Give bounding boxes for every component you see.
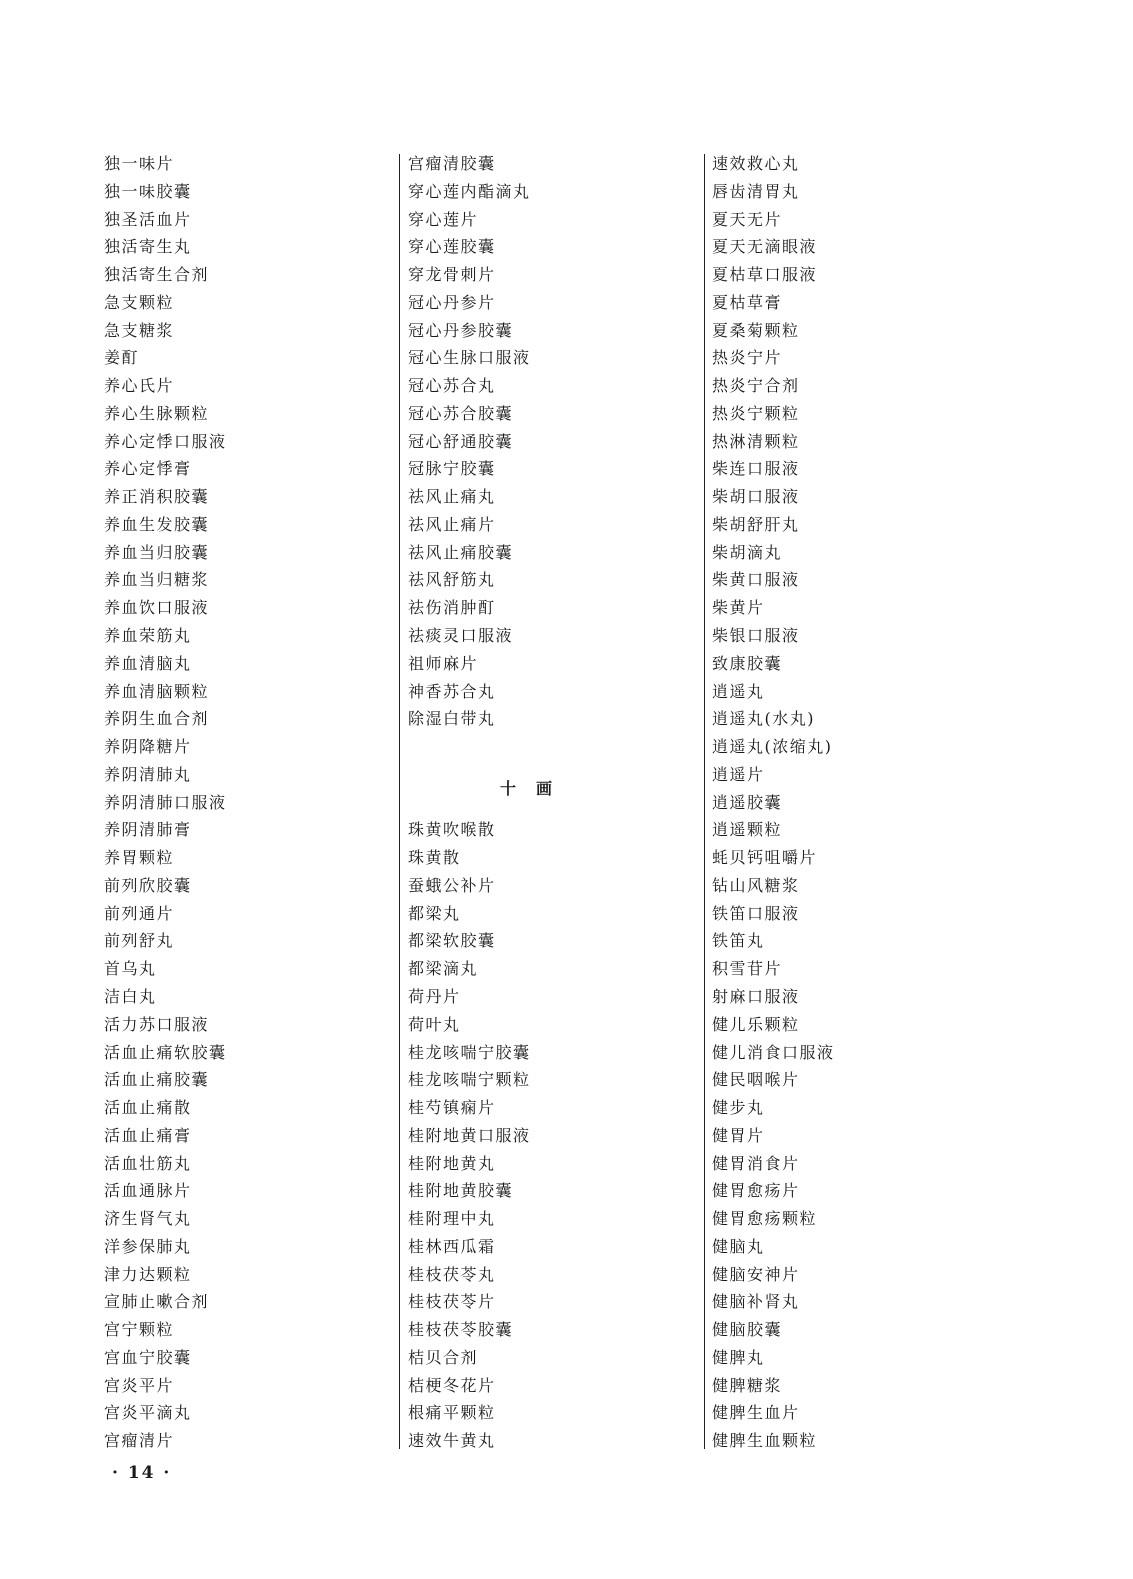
list-item: 祛风舒筋丸 [408, 570, 496, 590]
list-item: 都梁丸 [408, 903, 461, 923]
list-item: 活血通脉片 [104, 1181, 192, 1201]
list-item: 健民咽喉片 [712, 1070, 800, 1090]
list-item: 养阴清肺膏 [104, 820, 192, 840]
list-item: 养血当归糖浆 [104, 570, 210, 590]
list-item: 射麻口服液 [712, 986, 800, 1006]
list-item: 柴连口服液 [712, 459, 800, 479]
list-item: 根痛平颗粒 [408, 1403, 496, 1423]
list-item: 健脑安神片 [712, 1264, 800, 1284]
list-item: 都梁软胶囊 [408, 931, 496, 951]
list-item: 健脑胶囊 [712, 1320, 783, 1340]
list-item: 健胃愈疡片 [712, 1181, 800, 1201]
list-item: 养阴清肺丸 [104, 764, 192, 784]
list-item: 宫炎平片 [104, 1375, 175, 1395]
list-item: 洋参保肺丸 [104, 1236, 192, 1256]
list-item: 穿龙骨刺片 [408, 265, 496, 285]
list-item: 独圣活血片 [104, 209, 192, 229]
list-item: 桂芍镇痫片 [408, 1098, 496, 1118]
list-item: 健脾生血颗粒 [712, 1431, 818, 1451]
list-item: 蚕蛾公补片 [408, 875, 496, 895]
list-item: 活血止痛软胶囊 [104, 1042, 227, 1062]
list-item: 养血清脑颗粒 [104, 681, 210, 701]
list-item: 桂附理中丸 [408, 1209, 496, 1229]
list-item: 热淋清颗粒 [712, 431, 800, 451]
list-item: 冠心舒通胶囊 [408, 431, 514, 451]
list-item: 穿心莲内酯滴丸 [408, 181, 531, 201]
list-item: 夏桑菊颗粒 [712, 320, 800, 340]
list-item: 养血荣筋丸 [104, 626, 192, 646]
list-item: 蚝贝钙咀嚼片 [712, 848, 818, 868]
list-item: 健脑补肾丸 [712, 1292, 800, 1312]
list-item: 夏枯草口服液 [712, 265, 818, 285]
list-item: 活血止痛散 [104, 1098, 192, 1118]
list-item: 健脾糖浆 [712, 1375, 783, 1395]
list-item: 冠心生脉口服液 [408, 348, 531, 368]
list-item: 积雪苷片 [712, 959, 783, 979]
list-item: 热炎宁片 [712, 348, 783, 368]
column-divider-2 [704, 154, 705, 1449]
column-1 [104, 150, 394, 1455]
list-item: 健脑丸 [712, 1236, 765, 1256]
list-item: 养阴生血合剂 [104, 709, 210, 729]
list-item: 逍遥胶囊 [712, 792, 783, 812]
list-item: 宫宁颗粒 [104, 1320, 175, 1340]
list-item: 致康胶囊 [712, 653, 783, 673]
list-item: 祛伤消肿酊 [408, 598, 496, 618]
list-item: 健脾丸 [712, 1347, 765, 1367]
list-item: 柴胡舒肝丸 [712, 514, 800, 534]
list-item: 夏天无滴眼液 [712, 237, 818, 257]
list-item: 养胃颗粒 [104, 848, 175, 868]
list-item: 冠心苏合丸 [408, 376, 496, 396]
list-item: 祖师麻片 [408, 653, 479, 673]
list-item: 独活寄生丸 [104, 237, 192, 257]
list-item: 逍遥颗粒 [712, 820, 783, 840]
list-item: 前列舒丸 [104, 931, 175, 951]
list-item: 逍遥丸(浓缩丸) [712, 737, 833, 757]
list-item: 神香苏合丸 [408, 681, 496, 701]
list-item: 祛痰灵口服液 [408, 626, 514, 646]
list-item: 祛风止痛片 [408, 514, 496, 534]
list-item: 柴银口服液 [712, 626, 800, 646]
list-item: 健步丸 [712, 1098, 765, 1118]
list-item: 速效救心丸 [712, 154, 800, 173]
list-item: 逍遥片 [712, 764, 765, 784]
list-item: 健胃愈疡颗粒 [712, 1209, 818, 1229]
list-item: 养血当归胶囊 [104, 542, 210, 562]
list-item: 桂附地黄胶囊 [408, 1181, 514, 1201]
list-item: 健胃消食片 [712, 1153, 800, 1173]
list-item: 珠黄散 [408, 848, 461, 868]
list-item: 宫瘤清胶囊 [408, 154, 496, 173]
list-item: 济生肾气丸 [104, 1209, 192, 1229]
list-item: 热炎宁颗粒 [712, 403, 800, 423]
list-item: 前列欣胶囊 [104, 875, 192, 895]
list-item: 养血生发胶囊 [104, 514, 210, 534]
list-item: 逍遥丸 [712, 681, 765, 701]
list-item: 活力苏口服液 [104, 1014, 210, 1034]
list-item: 健脾生血片 [712, 1403, 800, 1423]
list-item: 钻山风糖浆 [712, 875, 800, 895]
list-item: 独一味片 [104, 154, 175, 173]
list-item: 冠心丹参胶囊 [408, 320, 514, 340]
list-item: 津力达颗粒 [104, 1264, 192, 1284]
list-item: 桂枝茯苓胶囊 [408, 1320, 514, 1340]
list-item: 养血清脑丸 [104, 653, 192, 673]
list-item: 珠黄吹喉散 [408, 820, 496, 840]
list-item: 冠心苏合胶囊 [408, 403, 514, 423]
list-item: 养心定悸口服液 [104, 431, 227, 451]
section-heading: 十画 [499, 778, 572, 798]
list-item: 冠心丹参片 [408, 292, 496, 312]
list-item: 铁笛口服液 [712, 903, 800, 923]
column-2-entries-before [408, 150, 698, 733]
list-item: 桔贝合剂 [408, 1347, 479, 1367]
list-item: 逍遥丸(水丸) [712, 709, 815, 729]
column-3 [712, 150, 1012, 1455]
list-item: 荷叶丸 [408, 1014, 461, 1034]
list-item: 冠脉宁胶囊 [408, 459, 496, 479]
list-item: 唇齿清胃丸 [712, 181, 800, 201]
list-item: 速效牛黄丸 [408, 1431, 496, 1451]
list-item: 柴黄口服液 [712, 570, 800, 590]
list-item: 洁白丸 [104, 986, 157, 1006]
list-item: 急支颗粒 [104, 292, 175, 312]
list-item: 健儿消食口服液 [712, 1042, 835, 1062]
list-item: 健儿乐颗粒 [712, 1014, 800, 1034]
list-item: 活血壮筋丸 [104, 1153, 192, 1173]
list-item: 祛风止痛丸 [408, 487, 496, 507]
list-item: 穿心莲胶囊 [408, 237, 496, 257]
list-item: 除湿白带丸 [408, 709, 496, 729]
list-item: 桂龙咳喘宁颗粒 [408, 1070, 531, 1090]
list-item: 宫炎平滴丸 [104, 1403, 192, 1423]
list-item: 养阴降糖片 [104, 737, 192, 757]
list-item: 穿心莲片 [408, 209, 479, 229]
page-number: · 14 · [112, 1463, 172, 1483]
list-item: 桂附地黄口服液 [408, 1125, 531, 1145]
list-item: 桂附地黄丸 [408, 1153, 496, 1173]
list-item: 桂龙咳喘宁胶囊 [408, 1042, 531, 1062]
list-item: 独活寄生合剂 [104, 265, 210, 285]
list-item: 活血止痛胶囊 [104, 1070, 210, 1090]
list-item: 祛风止痛胶囊 [408, 542, 514, 562]
list-item: 桂枝茯苓丸 [408, 1264, 496, 1284]
list-item: 柴胡口服液 [712, 487, 800, 507]
list-item: 首乌丸 [104, 959, 157, 979]
list-item: 养心生脉颗粒 [104, 403, 210, 423]
list-item: 柴胡滴丸 [712, 542, 783, 562]
list-item: 夏天无片 [712, 209, 783, 229]
list-item: 铁笛丸 [712, 931, 765, 951]
list-item: 姜酊 [104, 348, 140, 368]
list-item: 活血止痛膏 [104, 1125, 192, 1145]
list-item: 夏枯草膏 [712, 292, 783, 312]
list-item: 独一味胶囊 [104, 181, 192, 201]
list-item: 桂林西瓜霜 [408, 1236, 496, 1256]
list-item: 热炎宁合剂 [712, 376, 800, 396]
list-item: 前列通片 [104, 903, 175, 923]
list-item: 桂枝茯苓片 [408, 1292, 496, 1312]
list-item: 养正消积胶囊 [104, 487, 210, 507]
list-item: 宣肺止嗽合剂 [104, 1292, 210, 1312]
list-item: 养血饮口服液 [104, 598, 210, 618]
list-item: 养阴清肺口服液 [104, 792, 227, 812]
list-item: 健胃片 [712, 1125, 765, 1145]
column-2-entries-after [408, 816, 698, 1455]
list-item: 养心定悸膏 [104, 459, 192, 479]
list-item: 宫瘤清片 [104, 1431, 175, 1451]
list-item: 都梁滴丸 [408, 959, 479, 979]
list-item: 急支糖浆 [104, 320, 175, 340]
list-item: 养心氏片 [104, 376, 175, 396]
list-item: 荷丹片 [408, 986, 461, 1006]
list-item: 宫血宁胶囊 [104, 1347, 192, 1367]
list-item: 柴黄片 [712, 598, 765, 618]
list-item: 桔梗冬花片 [408, 1375, 496, 1395]
column-2 [408, 150, 698, 1455]
column-divider-1 [399, 154, 400, 1449]
